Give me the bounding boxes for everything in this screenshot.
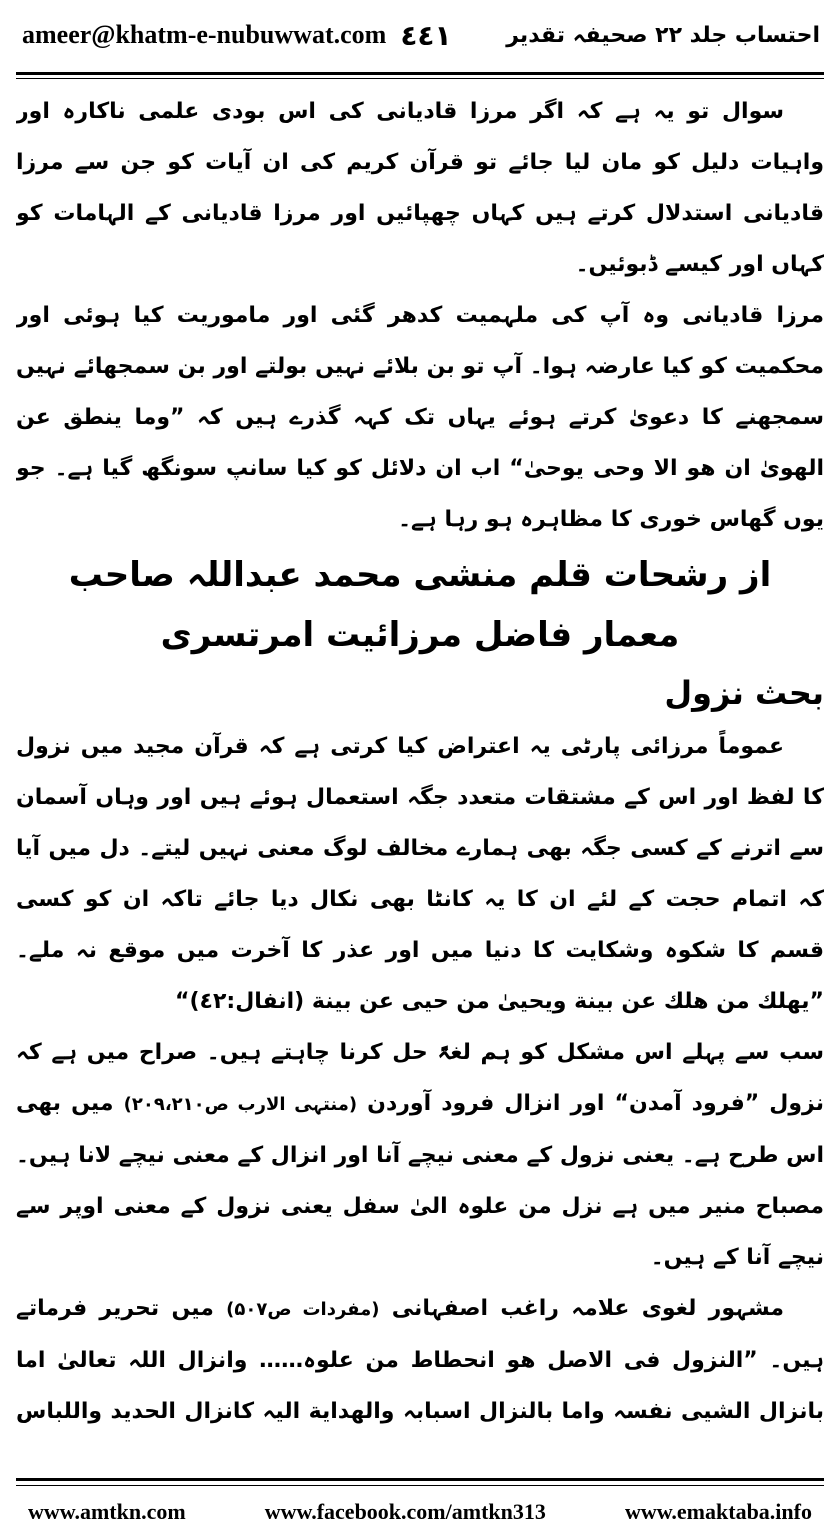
arabic-quote-4: النزول فی الاصل ھو انحطاط من علوہ…… وانزال اللہ تعالیٰ اما بانزال الشیی نفسہ واما بالنزال اسبابہ والھدایة الیہ کانزال الحدید واللباس	[16, 1348, 824, 1424]
paragraph-2-text-b: “ اب ان دلائل کو کیا سانپ سونگھ گیا ہے۔ جو یوں گھاس خوری کا مظاہرہ ہو رہا ہے۔	[16, 456, 824, 532]
paragraph-2-text-a: مرزا قادیانی وہ آپ کی ملہمیت کدھر گئی اور ماموریت کیا ہوئی اور محکمیت کو کیا عارضہ ہوا۔ آپ تو بن بلائے نہیں بولتے اور بن سمجھائے نہیں سمجھنے کا دعویٰ کرتے ہوئے یہاں تک کہہ گذرے ہیں کہ ”	[16, 303, 824, 430]
reference-1: (منتہی الارب ص۲۰۹،۲۱۰)	[123, 1094, 358, 1115]
paragraph-3	[16, 721, 824, 1027]
page-footer	[16, 1490, 824, 1534]
paragraph-1: سوال تو یہ ہے کہ اگر مرزا قادیانی کی اس بودی علمی ناکارہ اور واہیات دلیل کو مان لیا جائے تو قرآن کریم کی ان آیات کو جن سے مرزا قادیانی استدلال کرتے ہیں کہاں چھپائیں اور مرزا قادیانی کے الہامات کو کہاں اور کیسے ڈبوئیں۔	[16, 99, 824, 277]
paragraph-5-text-a: مشہور لغوی علامہ راغب اصفہانی	[391, 1296, 785, 1321]
quran-quote-1: وما ینطق عن الھویٰ ان ھو الا وحی یوحیٰ	[16, 405, 824, 481]
paragraph-4-text-b: میں بھی اس طرح ہے۔ یعنی نزول کے معنی نیچے آنا اور انزال کے معنی نیچے لانا ہیں۔ مصباح منیر میں ہے	[16, 1091, 824, 1219]
footer-link-amtkn[interactable]: www.amtkn.com	[28, 1499, 186, 1524]
paragraph-5	[16, 1283, 824, 1438]
header-email[interactable]: ameer@khatm-e-nubuwwat.com	[22, 20, 387, 49]
page-header	[0, 0, 840, 70]
section-title: بحث نزول	[664, 674, 824, 712]
footer-link-facebook[interactable]: www.facebook.com/amtkn313	[264, 1499, 546, 1524]
page-body	[16, 86, 824, 1438]
paragraph-4-text-c: یعنی نزول کے معنی اوپر سے نیچے آنا کے ہیں۔	[16, 1194, 824, 1270]
footer-link-emaktaba[interactable]: www.emaktaba.info	[624, 1499, 812, 1524]
header-rule-thin	[16, 78, 824, 79]
quran-quote-2: یھلك من ھلك عن بینة ویحییٰ من حیی عن بینة (انفال:٤٢)	[189, 989, 810, 1014]
page-number: ٤٤١	[400, 18, 452, 52]
paragraph-5-text-b: میں تحریر فرماتے ہیں۔ ”	[16, 1296, 824, 1373]
header-title: احتساب جلد ٢٢ صحیفہ تقدیر	[506, 22, 820, 48]
reference-2: (مفردات ص۵۰۷)	[226, 1299, 380, 1320]
paragraph-2	[16, 290, 824, 545]
paragraph-3-text-a: عموماً مرزائی پارٹی یہ اعتراض کیا کرتی ہے کہ قرآن مجید میں نزول کا لفظ اور اس کے مشتقات متعدد جگہ استعمال ہوئے ہیں اور وہاں آسمان سے اترنے کے کسی جگہ بھی ہمارے مخالف لوگ معنی نہیں لیتے۔ دل میں آیا کہ اتمام حجت کے لئے ان کا یہ کانٹا بھی نکال دیا جائے تاکہ ان کو کسی قسم کا شکوہ وشکایت کا دنیا میں اور عذر کا آخرت میں موقع نہ ملے۔ ”	[16, 734, 824, 1014]
paragraph-4	[16, 1027, 824, 1283]
footer-rule-thin	[16, 1485, 824, 1486]
footer-rule	[16, 1478, 824, 1481]
section-author-heading: از رشحات قلم منشی محمد عبداللہ صاحب معمار فاضل مرزائیت امرتسری	[68, 555, 772, 655]
paragraph-3-text-b: “	[175, 989, 190, 1014]
paragraph-4-text-a: سب سے پہلے اس مشکل کو ہم لغۃً حل کرنا چاہتے ہیں۔ صراح میں ہے کہ نزول ”فرود آمدن“ اور انزال فرود آوردن	[16, 1040, 824, 1116]
header-rule	[16, 72, 824, 75]
header-left	[22, 19, 452, 52]
arabic-quote-3: نزل من علوہ الیٰ سفل	[342, 1194, 603, 1219]
